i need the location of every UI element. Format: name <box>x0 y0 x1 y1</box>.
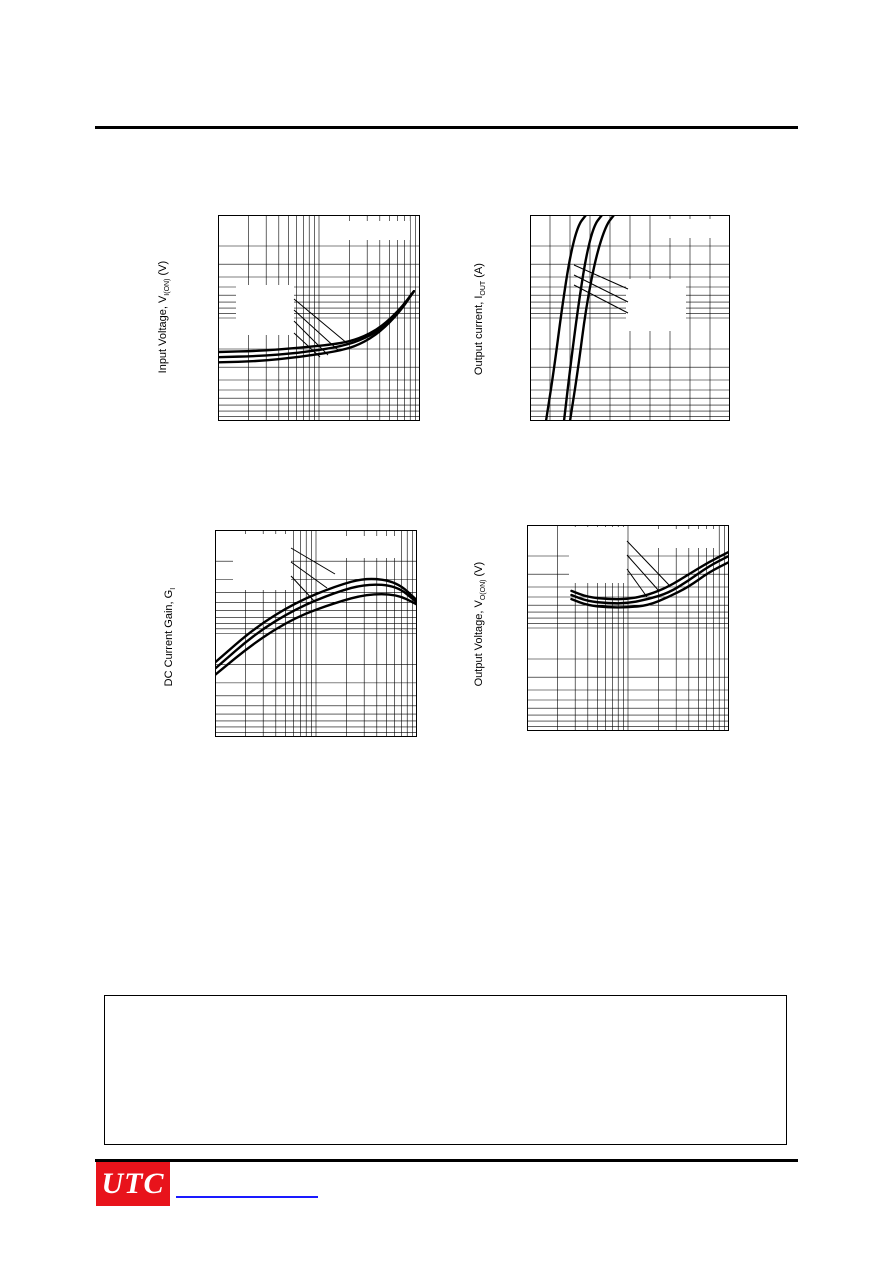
chart4-ylabel: Output Voltage, $V_{O(ON)}$ (V) <box>472 561 488 687</box>
footer-rule <box>95 1159 798 1162</box>
chart-input-voltage <box>218 215 420 421</box>
footer-link[interactable] <box>176 1196 318 1198</box>
legend-box <box>655 529 717 548</box>
legend-box <box>626 279 686 331</box>
utc-logo <box>96 1162 170 1206</box>
note-box <box>104 995 787 1145</box>
chart-output-voltage <box>527 525 729 731</box>
leader-line <box>627 555 659 591</box>
chart2-ylabel: Output current, $I_{OUT}$ (A) <box>472 263 488 376</box>
legend-box <box>343 536 397 558</box>
header-rule <box>95 126 798 129</box>
logo-text: UTC <box>101 1167 165 1200</box>
chart-output-current <box>530 215 730 421</box>
legend-box <box>666 219 714 238</box>
legend-box <box>569 527 627 583</box>
legend-box <box>236 285 294 335</box>
legend-box <box>233 534 291 590</box>
leader-line <box>294 299 348 344</box>
leader-line <box>627 569 647 597</box>
chart-dc-current-gain <box>215 530 417 737</box>
legend-box <box>348 221 410 240</box>
chart3-ylabel: DC Current Gain, $G_I$ <box>162 587 178 687</box>
chart1-ylabel: Input Voltage, $V_{I(ON)}$ (V) <box>156 260 172 374</box>
